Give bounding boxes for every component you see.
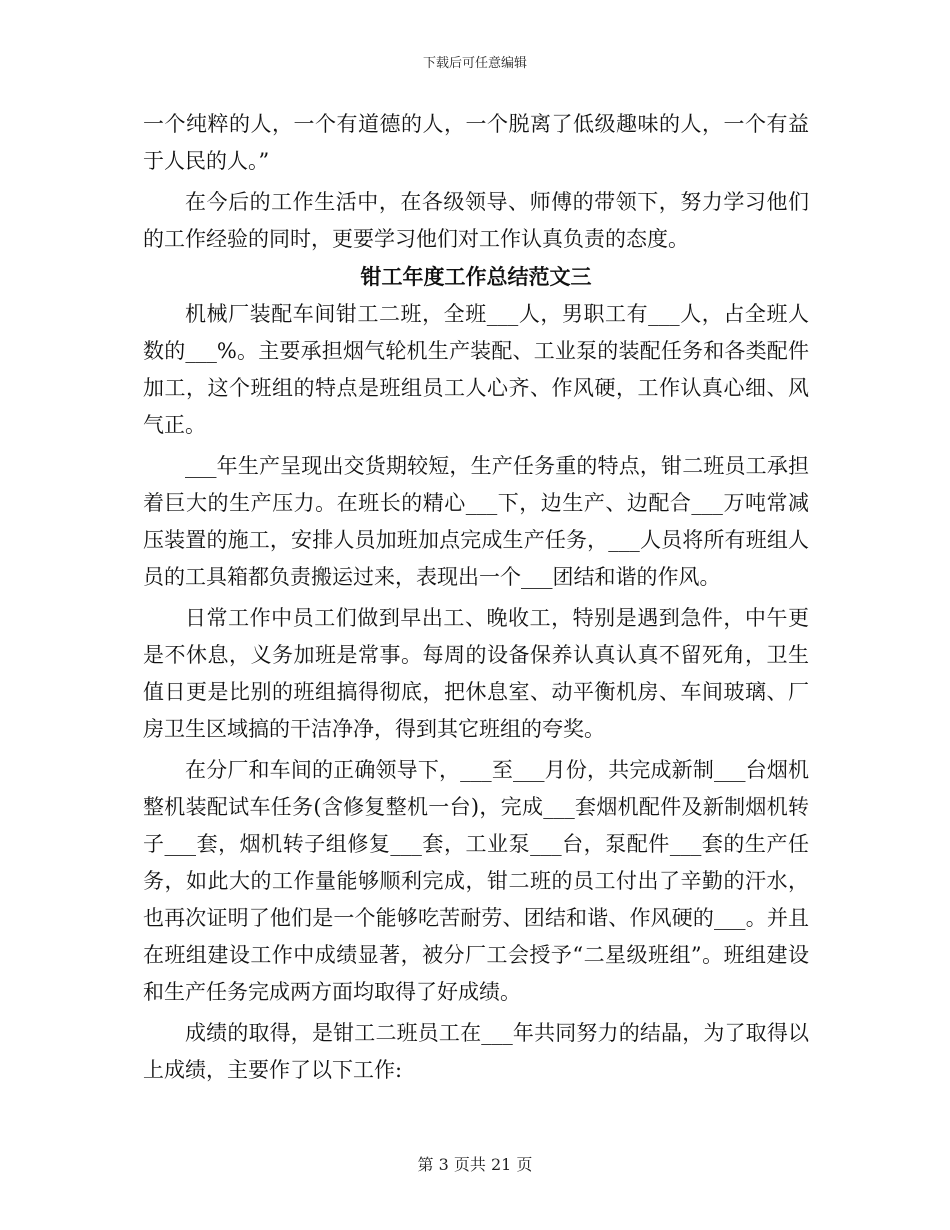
page-header-note: 下载后可任意编辑 bbox=[422, 56, 527, 71]
paragraph-conclusion: 成绩的取得，是钳工二班员工在___年共同努力的结晶，为了取得以上成绩，主要作了以下工作: bbox=[143, 1021, 809, 1082]
paragraph-continuation: 一个纯粹的人，一个有道德的人，一个脱离了低级趣味的人，一个有益于人民的人。” bbox=[143, 112, 809, 173]
paragraph-achievements: 在分厂和车间的正确领导下，___至___月份，共完成新制___台烟机整机装配试车任务(含修复整机一台)，完成___套烟机配件及新制烟机转子___套，烟机转子组修复___套，工业泵___台，泵配件___套的生产任务，如此大的工作量能够顺利完成，钳二班的员工付出了辛勤的汗水，也再次证明了他们是一个能够吃苦耐劳、团结和谐、作风硬的___。并且在班组建设工作中成绩显著，被分厂工会授予“二星级班组”。班组建设和生产任务完成两方面均取得了好成绩。 bbox=[143, 758, 809, 1004]
document-body bbox=[143, 106, 809, 1089]
section-title: 钳工年度工作总结范文三 bbox=[360, 264, 592, 289]
paragraph-team-intro: 机械厂装配车间钳工二班，全班___人，男职工有___人，占全班人数的___%。主要承担烟气轮机生产装配、工业泵的装配任务和各类配件加工，这个班组的特点是班组员工人心齐、作风硬，工作认真心细、风气正。 bbox=[143, 302, 809, 437]
paragraph-production-pressure: ___年生产呈现出交货期较短，生产任务重的特点，钳二班员工承担着巨大的生产压力。在班长的精心___下，边生产、边配合___万吨常减压装置的施工，安排人员加班加点完成生产任务，___人员将所有班组人员的工具箱都负责搬运过来，表现出一个___团结和谐的作风。 bbox=[143, 454, 809, 589]
paragraph-daily-work: 日常工作中员工们做到早出工、晚收工，特别是遇到急件，中午更是不休息，义务加班是常事。每周的设备保养认真认真不留死角，卫生值日更是比别的班组搞得彻底，把休息室、动平衡机房、车间玻璃、厂房卫生区域搞的干洁净净，得到其它班组的夸奖。 bbox=[143, 606, 809, 741]
page-number: 第 3 页共 21 页 bbox=[417, 1155, 533, 1174]
paragraph-future-work: 在今后的工作生活中，在各级领导、师傅的带领下，努力学习他们的工作经验的同时，更要学习他们对工作认真负责的态度。 bbox=[143, 190, 809, 251]
